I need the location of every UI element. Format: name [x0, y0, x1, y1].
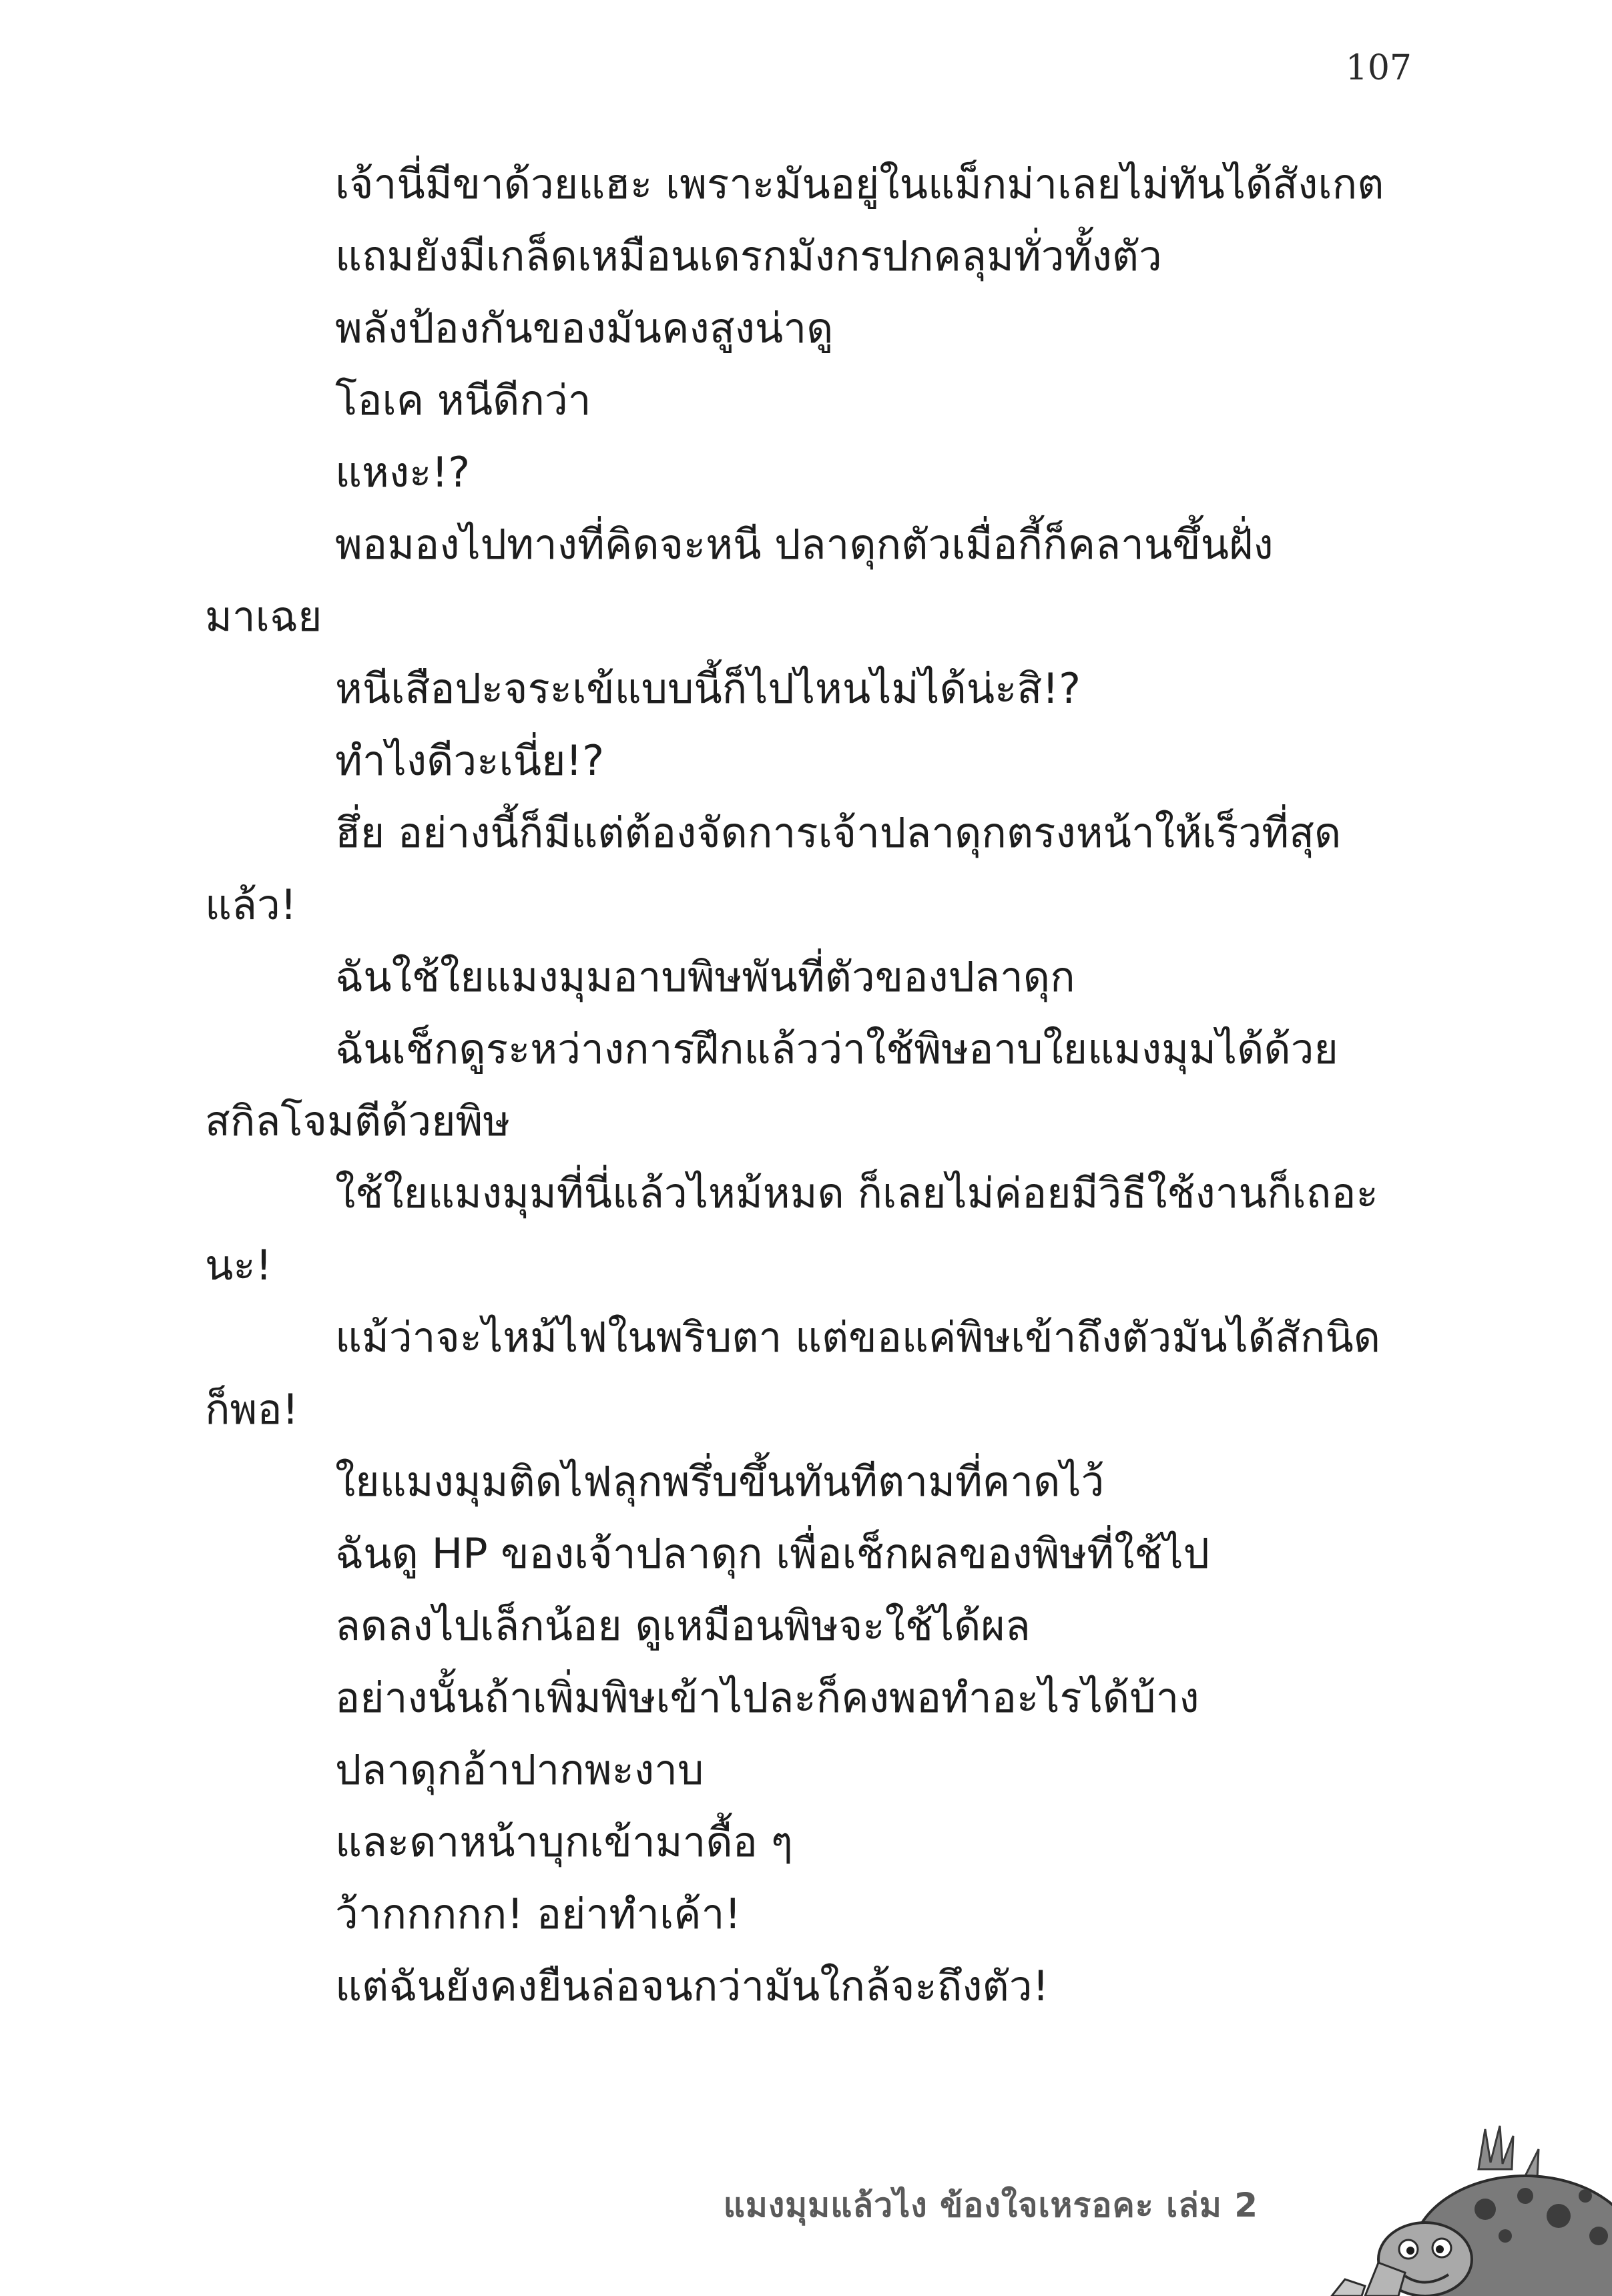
footer-book-title: แมงมุมแล้วไง ข้องใจเหรอคะ เล่ม 2 [723, 2186, 1258, 2225]
paragraph: ทำไงดีวะเนี่ย!? [335, 736, 605, 785]
paragraph: หนีเสือปะจระเข้แบบนี้ก็ไปไหนไม่ได้น่ะสิ!? [335, 664, 1081, 713]
paragraph: ฮึ่ย อย่างนี้ก็มีแต่ต้องจัดการเจ้าปลาดุกตรงหน้าให้เร็วที่สุด [335, 808, 1342, 857]
paragraph: พอมองไปทางที่คิดจะหนี ปลาดุกตัวเมื่อกี้ก็คลานขึ้นฝั่ง [335, 520, 1274, 569]
paragraph-continuation: สกิลโจมตีด้วยพิษ [205, 1097, 511, 1145]
paragraph: ใช้ใยแมงมุมที่นี่แล้วไหม้หมด ก็เลยไม่ค่อยมีวิธีใช้งานก็เถอะ [335, 1169, 1378, 1217]
paragraph-continuation: ก็พอ! [205, 1385, 299, 1434]
paragraph: แหงะ!? [335, 448, 471, 497]
paragraph: พลังป้องกันของมันคงสูงน่าดู [335, 304, 834, 352]
paragraph: ฉันดู HP ของเจ้าปลาดุก เพื่อเช็กผลของพิษที่ใช้ไป [335, 1529, 1210, 1578]
paragraph: แต่ฉันยังคงยืนล่อจนกว่ามันใกล้จะถึงตัว! [335, 1962, 1049, 2010]
paragraph: แถมยังมีเกล็ดเหมือนเดรกมังกรปกคลุมทั่วทั้งตัว [335, 232, 1162, 280]
paragraph: อย่างนั้นถ้าเพิ่มพิษเข้าไปละก็คงพอทำอะไรได้บ้าง [335, 1673, 1199, 1722]
paragraph: แม้ว่าจะไหม้ไฟในพริบตา แต่ขอแค่พิษเข้าถึงตัวมันได้สักนิด [335, 1313, 1381, 1362]
paragraph: ใยแมงมุมติดไฟลุกพรึ่บขึ้นทันทีตามที่คาดไว้ [335, 1457, 1105, 1506]
paragraph: ฉันเช็กดูระหว่างการฝึกแล้วว่าใช้พิษอาบใยแมงมุมได้ด้วย [335, 1025, 1338, 1073]
paragraph: เจ้านี่มีขาด้วยแฮะ เพราะมันอยู่ในแม็กม่าเลยไม่ทันได้สังเกต [335, 160, 1384, 208]
body-text [205, 148, 1406, 2022]
paragraph: ลดลงไปเล็กน้อย ดูเหมือนพิษจะใช้ได้ผล [335, 1601, 1031, 1650]
paragraph: ปลาดุกอ้าปากพะงาบ [335, 1745, 704, 1794]
page-number: 107 [1345, 48, 1412, 88]
paragraph: โอเค หนีดีกว่า [335, 376, 591, 424]
paragraph: และดาหน้าบุกเข้ามาดื้อ ๆ [335, 1817, 793, 1866]
paragraph-continuation: นะ! [205, 1241, 272, 1289]
paragraph: ว้ากกกกก! อย่าทำเค้า! [335, 1890, 742, 1938]
paragraph-continuation: แล้ว! [205, 880, 297, 929]
footer-monster-illustration [1325, 2122, 1612, 2296]
paragraph: ฉันใช้ใยแมงมุมอาบพิษพันที่ตัวของปลาดุก [335, 952, 1075, 1001]
paragraph-continuation: มาเฉย [205, 592, 322, 641]
